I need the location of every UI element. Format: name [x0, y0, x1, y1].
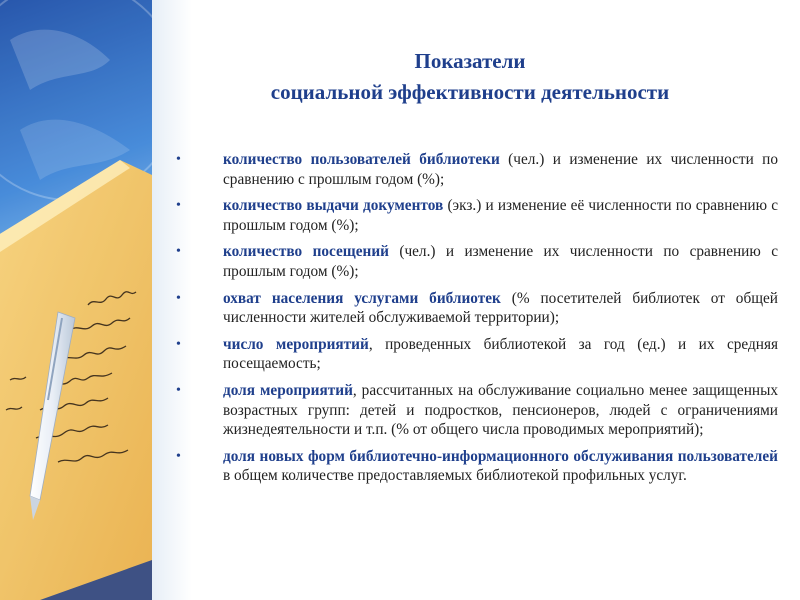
list-item — [176, 447, 778, 486]
indicator-description: (% посетителей библиотек от общей численности жителей обслуживаемой территории); — [223, 289, 778, 327]
list-item — [176, 289, 778, 328]
bullet-icon: • — [176, 448, 181, 464]
indicator-description: (чел.) и изменение их численности по сравнению с прошлым годом (%); — [223, 243, 778, 280]
list-item — [176, 196, 778, 235]
list-item — [176, 381, 778, 440]
slide-title-line1: Показатели — [414, 49, 526, 73]
indicator-keyword: доля новых форм библиотечно-информационного обслуживания пользователей — [223, 447, 778, 465]
slide-title-line2: социальной эффективности деятельности — [270, 80, 670, 104]
bullet-icon: • — [176, 382, 181, 398]
bullet-icon: • — [176, 198, 181, 214]
decorative-image-panel — [0, 0, 152, 600]
list-item — [176, 335, 778, 374]
indicator-keyword: количество посещений — [223, 243, 389, 261]
bullet-icon: • — [176, 244, 181, 260]
notebook-illustration — [0, 0, 152, 600]
indicator-description: (экз.) и изменение её численности по сравнению с прошлым годом (%); — [223, 197, 778, 234]
bullet-icon: • — [176, 290, 181, 306]
list-item — [176, 242, 778, 281]
bullet-icon: • — [176, 152, 181, 167]
indicator-keyword: количество пользователей библиотеки — [223, 151, 500, 168]
indicator-description: в общем количестве предоставляемых библиотекой профильных услуг. — [223, 467, 687, 485]
indicator-keyword: количество выдачи документов — [223, 197, 444, 215]
slide-title — [170, 46, 770, 108]
indicator-keyword: число мероприятий — [223, 335, 369, 353]
bullet-icon: • — [176, 336, 181, 352]
indicator-keyword: доля мероприятий — [223, 381, 353, 399]
indicator-keyword: охват населения услугами библиотек — [223, 289, 501, 307]
list-item — [176, 150, 778, 189]
indicator-list — [176, 150, 778, 493]
indicator-description: , проведенных библиотекой за год (ед.) и их средняя посещаемость; — [223, 335, 779, 373]
indicator-description: (чел.) и изменение их численности по сравнению с прошлым годом (%); — [223, 151, 779, 188]
indicator-description: , рассчитанных на обслуживание социально менее защищенных возрастных групп: детей и подростков, пенсионеров, людей с ограничениями жизнедеятельности и т.п. (% от общего числа проводимых мероприятий); — [223, 381, 778, 439]
